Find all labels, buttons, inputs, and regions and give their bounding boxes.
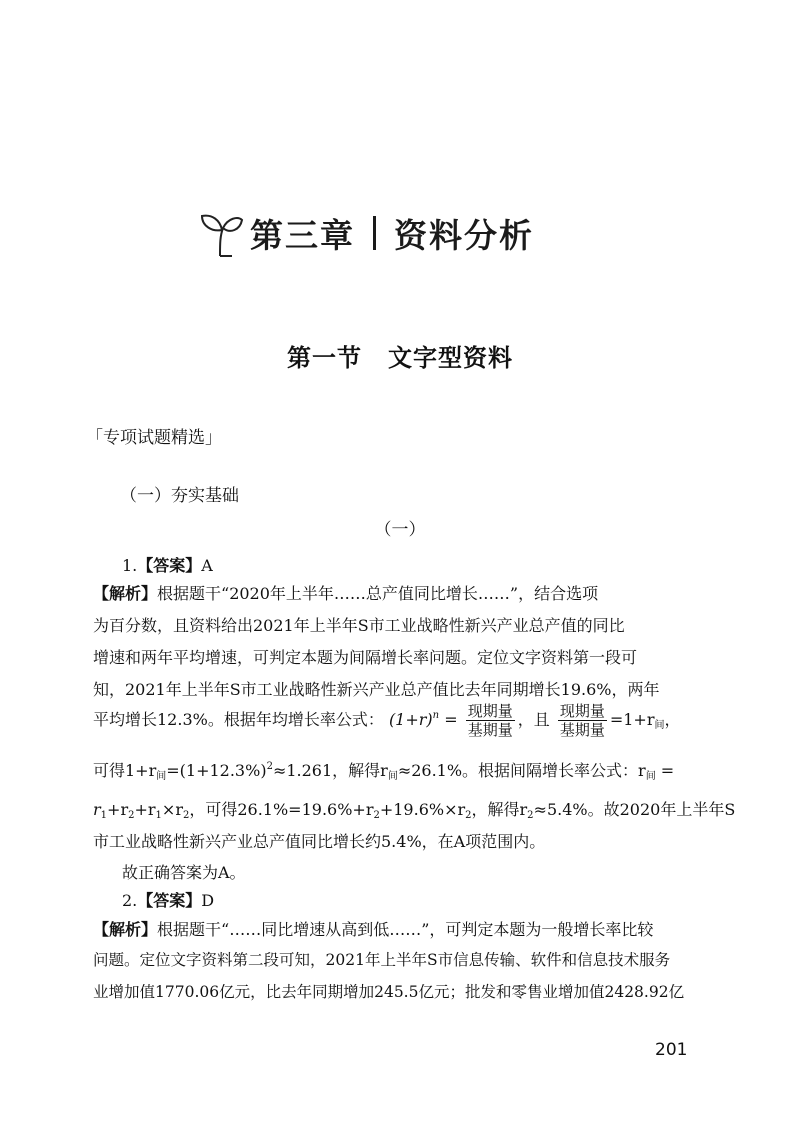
q1-analysis-line-6: 可得$1+r_间=(1+12.3\%)^2\approx 1.261$，解得$r_间\approx 26.1\%$。根据间隔增长率公式：$r_间$ =: [93, 761, 675, 782]
subsection-heading: （一）夯实基础: [120, 486, 239, 506]
section-title: [0, 338, 800, 373]
q2-answer-line: 2.【答案】D: [122, 891, 215, 910]
q2-analysis-line-3: 业增加值1770.06亿元，比去年同期增加245.5亿元；批发和零售业增加值2428.92亿: [93, 983, 685, 1001]
q2-analysis-line-2: 问题。定位文字资料第二段可知，2021年上半年S市信息传输、软件和信息技术服务: [93, 951, 671, 969]
fraction-current-over-base: $\frac{\text{现期量}}{\text{基期量}}$: [467, 702, 513, 739]
q1-analysis-line-4: 知，2021年上半年S市工业战略性新兴产业总产值比去年同期增长19.6%，两年: [93, 680, 660, 699]
q1-answer-line: 1.【答案】A: [122, 556, 213, 575]
q1-analysis-line-1: 【解析】根据题干“2020年上半年……总产值同比增长……”，结合选项: [93, 584, 599, 603]
formula-base: (1+r): [388, 710, 433, 729]
special-topic-heading: 「专项试题精选」: [86, 428, 222, 448]
answer-value: A: [201, 556, 213, 575]
q1-analysis-line-7: $r_1+r_2+r_1\times r_2$，可得$26.1\%=19.6\%+r_2+19.6\%\times r_2$，解得$r_2\approx 5.4\%$。故2020年上半年S: [93, 800, 736, 821]
fraction-current-over-base-2: $\frac{\text{现期量}}{\text{基期量}}$: [559, 702, 605, 739]
q1-formula-line: 平均增长12.3%。根据年均增长率公式： $(1+r)^n$ = $\frac{\text{现期量}}{\text{基期量}}$ ，且 $\frac{\text{现期量}}{\text{基期量}}$ $=1+r_间$，: [93, 702, 681, 739]
analysis-label: 【解析】: [93, 920, 158, 939]
chapter-header: [198, 198, 534, 268]
q1-conclusion: 故正确答案为A。: [122, 863, 246, 882]
page-number: 201: [655, 1040, 688, 1060]
chapter-divider: [373, 216, 376, 250]
answer-value: D: [201, 891, 215, 910]
chapter-title: 资料分析: [394, 215, 534, 255]
answer-label: 【答案】: [137, 556, 202, 575]
section-number: 第一节: [287, 344, 362, 372]
group-label: （一）: [374, 520, 426, 540]
section-name: 文字型资料: [388, 344, 513, 372]
answer-label: 【答案】: [137, 891, 202, 910]
chapter-number: 第三章: [250, 215, 355, 255]
q1-analysis-line-2: 为百分数，且资料给出2021年上半年S市工业战略性新兴产业总产值的同比: [93, 616, 625, 635]
q1-analysis-line-3: 增速和两年平均增速，可判定本题为间隔增长率问题。定位文字资料第一段可: [93, 648, 638, 667]
q2-analysis-line-1: 【解析】根据题干“……同比增速从高到低……”，可判定本题为一般增长率比较: [93, 920, 654, 939]
q1-analysis-line-8: 市工业战略性新兴产业总产值同比增长约5.4%，在A项范围内。: [93, 832, 546, 851]
analysis-label: 【解析】: [93, 584, 158, 603]
sprout-icon: [198, 208, 244, 258]
